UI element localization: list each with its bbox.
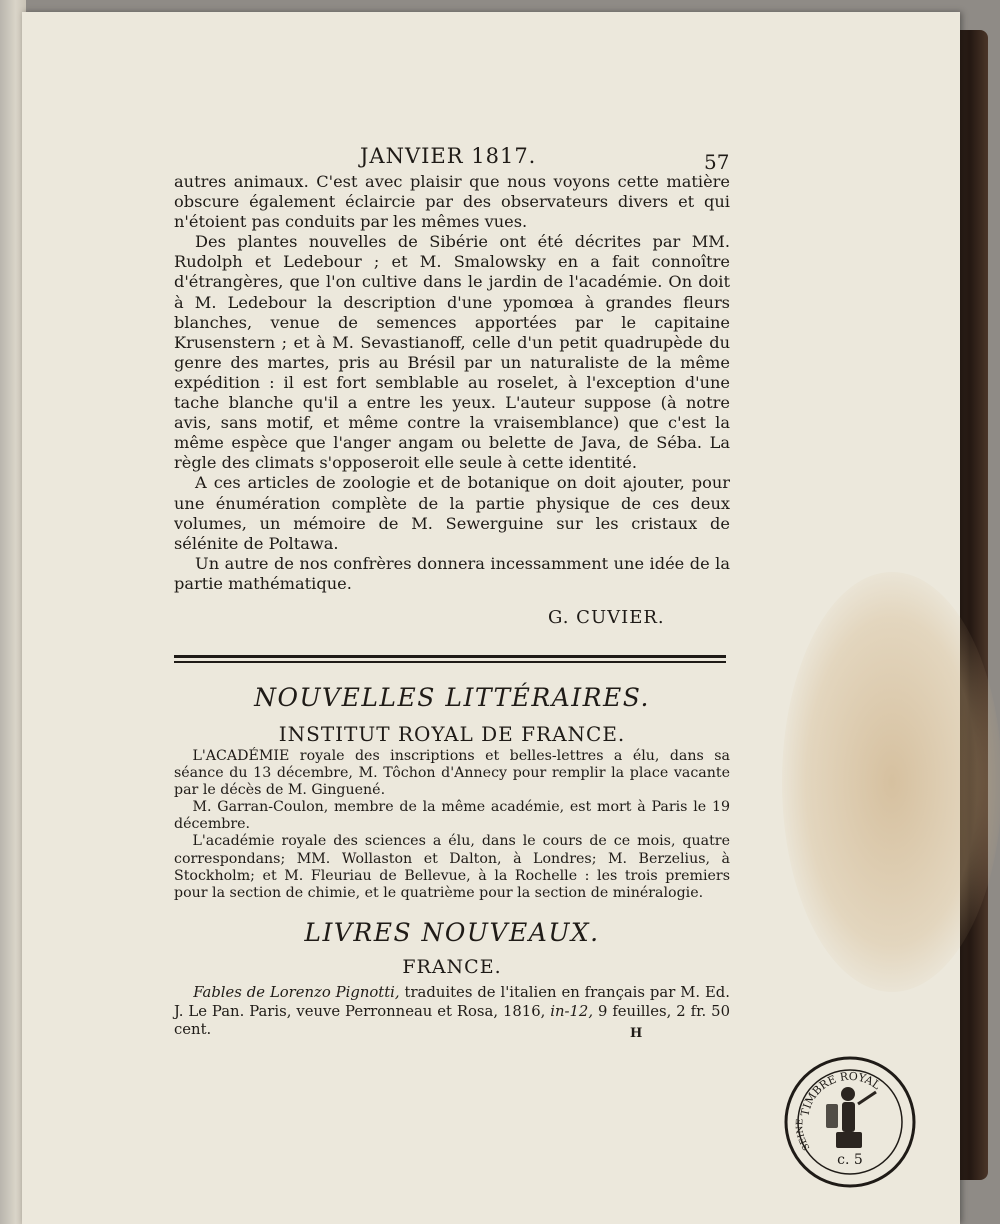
news-death: M. Garran-Coulon, membre de la même académie, est mort à Paris le 19 décembre. <box>174 799 730 833</box>
stamp-left-text: SEINE <box>795 1118 813 1152</box>
double-rule-top <box>174 655 726 658</box>
news-election: L'ACADÉMIE royale des inscriptions et belles-lettres a élu, dans sa séance du 13 décembre, M. Tôchon d'Annecy pour remplir la place vacante par le décès de M. Ginguené. <box>174 748 730 799</box>
article-body <box>174 172 730 594</box>
stamp-figure-icon <box>826 1087 876 1148</box>
foxing-stain <box>782 572 1000 992</box>
paragraph-zoology: A ces articles de zoologie et de botanique on doit ajouter, pour une énumération complète de la partie physique de ces deux volumes, un mémoire de M. Sewerguine sur les cristaux de sélénite de Poltawa. <box>174 473 730 553</box>
signature-mark: H <box>630 1026 643 1041</box>
paragraph-mathematics: Un autre de nos confrères donnera incessamment une idée de la partie mathématique. <box>174 553 730 593</box>
book-title: Fables de Lorenzo Pignotti, <box>193 984 400 1001</box>
running-head: JANVIER 1817. <box>360 144 537 168</box>
book-details: traduites de l'italien en français par M. Ed. J. Le Pan. Paris, veuve Perronneau et Rosa, 1816, <box>174 984 730 1020</box>
news-block <box>174 748 730 902</box>
book-price: 9 feuilles, 2 fr. 50 cent. <box>174 1002 730 1038</box>
institute-heading: INSTITUT ROYAL DE FRANCE. <box>278 722 626 746</box>
stamp-value: c. 5 <box>837 1152 863 1168</box>
country-heading: FRANCE. <box>402 956 502 978</box>
book-entry <box>174 984 730 1040</box>
page-number: 57 <box>704 150 730 174</box>
paragraph-plants: Des plantes nouvelles de Sibérie ont été décrites par MM. Rudolph et Ledebour ; et M. Smalowsky en a fait connoître d'étrangères, que l'on cultive dans le jardin de l'académie. On doit à M. Ledebour la description d'une ypomœa à grandes fleurs blanches, venue de semences apportées par le capitaine Krusenstern ; et à M. Sevastianoff, celle d'un petit quadrupède du genre des martes, pris au Brésil par un naturaliste de la même expédition : il est fort semblable au roselet, à l'exception d'une tache blanche qu'il a entre les yeux. L'auteur suppose (à notre avis, sans motif, et même contre la vraisemblance) que c'est la même espèce que l'anger angam ou belette de Java, de Séba. La règle des climats s'opposeroit elle seule à cette identité. <box>174 232 730 473</box>
royal-tax-stamp <box>780 1052 920 1192</box>
books-heading: LIVRES NOUVEAUX. <box>304 918 600 947</box>
paragraph-continuation: autres animaux. C'est avec plaisir que nous voyons cette matière obscure également éclaircie par des observateurs divers et qui n'étoient pas conduits par les mêmes vues. <box>174 172 730 232</box>
news-correspondents: L'académie royale des sciences a élu, dans le cours de ce mois, quatre correspondans; MM. Wollaston et Dalton, à Londres; M. Berzelius, à Stockholm; et M. Fleuriau de Bellevue, à la Rochelle : les trois premiers pour la section de chimie, et le quatrième pour la section de minéralogie. <box>174 833 730 901</box>
stamp-top-text: TIMBRE ROYAL <box>798 1069 883 1118</box>
double-rule-bottom <box>174 661 726 663</box>
author-signature: G. CUVIER. <box>548 607 665 628</box>
book-format: in-12, <box>550 1002 594 1020</box>
section-title: NOUVELLES LITTÉRAIRES. <box>254 683 650 712</box>
